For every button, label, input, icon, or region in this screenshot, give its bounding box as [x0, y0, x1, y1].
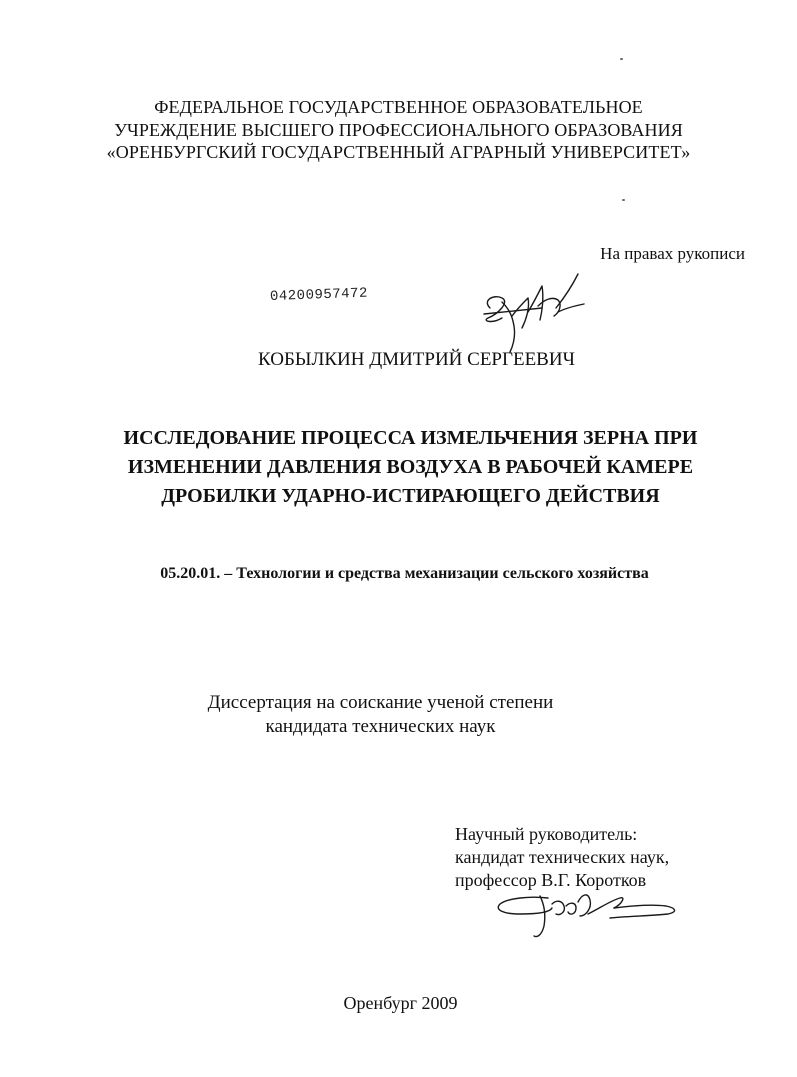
author-signature — [472, 268, 592, 358]
registration-number: 04200957472 — [269, 285, 369, 305]
degree-line-1: Диссертация на соискание ученой степени — [207, 692, 554, 713]
supervisor-degree: кандидат технических наук, — [455, 847, 670, 867]
dissertation-title-line-1: ИССЛЕДОВАНИЕ ПРОЦЕССА ИЗМЕЛЬЧЕНИЯ ЗЕРНА ПРИ — [123, 427, 698, 449]
supervisor-label: Научный руководитель: — [455, 824, 638, 844]
supervisor-name: профессор В.Г. Коротков — [455, 870, 647, 890]
specialty-code: 05.20.01. – Технологии и средства механизации сельского хозяйства — [160, 565, 649, 582]
supervisor-signature — [490, 884, 690, 944]
dissertation-title-line-2: ИЗМЕНЕНИИ ДАВЛЕНИЯ ВОЗДУХА В РАБОЧЕЙ КАМЕРЕ — [127, 456, 694, 478]
city-year: Оренбург 2009 — [343, 993, 458, 1013]
rights-note: На правах рукописи — [600, 244, 745, 263]
scan-speck — [622, 199, 625, 201]
institution-line-1: ФЕДЕРАЛЬНОЕ ГОСУДАРСТВЕННОЕ ОБРАЗОВАТЕЛЬНОЕ — [154, 97, 643, 117]
dissertation-title-line-3: ДРОБИЛКИ УДАРНО-ИСТИРАЮЩЕГО ДЕЙСТВИЯ — [161, 485, 660, 507]
scan-speck — [620, 58, 623, 60]
degree-line-2: кандидата технических наук — [265, 716, 496, 737]
institution-line-3: «ОРЕНБУРГСКИЙ ГОСУДАРСТВЕННЫЙ АГРАРНЫЙ УНИВЕРСИТЕТ» — [106, 142, 691, 162]
institution-line-2: УЧРЕЖДЕНИЕ ВЫСШЕГО ПРОФЕССИОНАЛЬНОГО ОБРАЗОВАНИЯ — [114, 120, 683, 140]
author-name: КОБЫЛКИН ДМИТРИЙ СЕРГЕЕВИЧ — [258, 349, 575, 370]
